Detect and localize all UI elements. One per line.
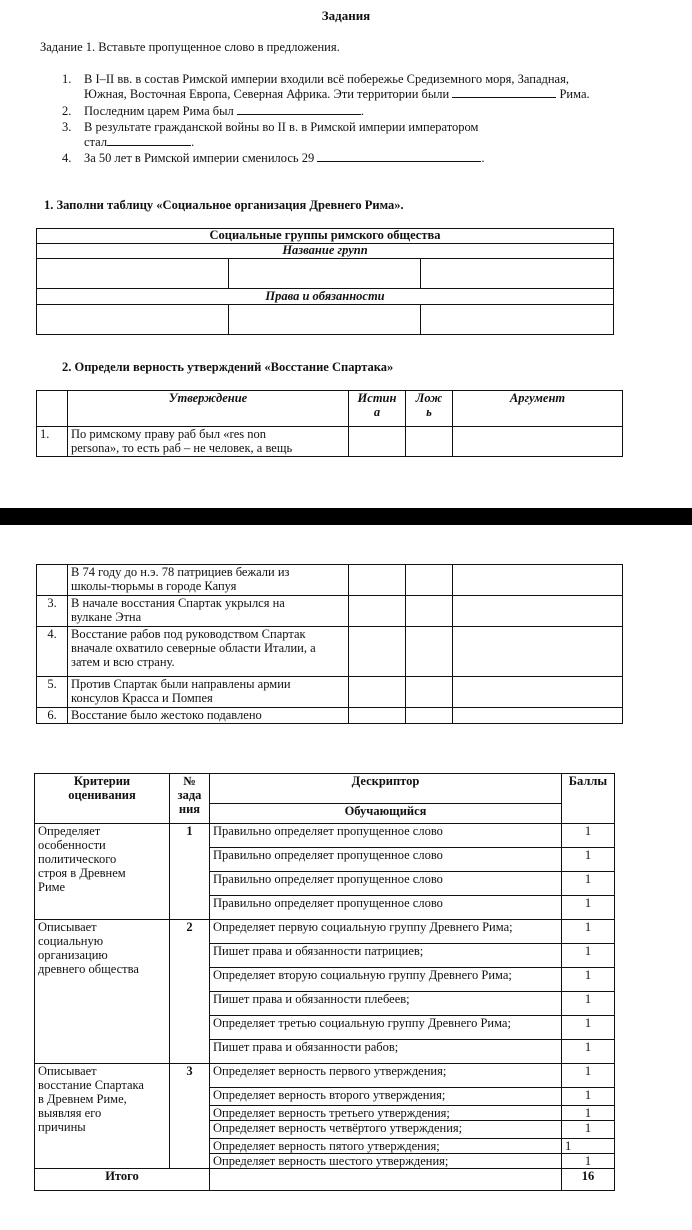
q1-line1: В I–II вв. в состав Римской империи входили всё побережье Средиземного моря, Западная,	[84, 72, 569, 86]
table-row	[37, 565, 623, 596]
total-row	[35, 1169, 615, 1191]
total-empty	[210, 1169, 562, 1191]
task2-heading: 1. Заполни таблицу «Социальное организация Древнего Рима».	[44, 198, 404, 212]
row-number	[37, 565, 68, 596]
descriptor: Определяет верность второго утверждения;	[210, 1088, 562, 1106]
descriptor: Правильно определяет пропущенное слово	[210, 848, 562, 872]
social-groups-header: Социальные группы римского общества	[37, 229, 614, 244]
total-points: 16	[562, 1169, 615, 1191]
criteria-header	[35, 774, 170, 824]
points: 1	[562, 1064, 615, 1088]
table-row	[37, 677, 623, 708]
criteria-header-2: оценивания	[68, 788, 136, 802]
argument-cell[interactable]	[453, 427, 623, 457]
q3-blank[interactable]	[107, 135, 191, 146]
argument-cell[interactable]	[453, 596, 623, 627]
row-text-1: В 74 году до н.э. 78 патрициев бежали из	[71, 565, 290, 579]
criterion-line: особенности	[38, 838, 106, 852]
task3-heading: 2. Определи верность утверждений «Восстание Спартака»	[62, 360, 394, 374]
page-2	[0, 525, 692, 1230]
q4-end: .	[481, 151, 485, 165]
row-statement	[68, 627, 349, 677]
true-cell[interactable]	[349, 427, 406, 457]
criterion-line: Определяет	[38, 824, 101, 838]
descriptor: Пишет права и обязанности рабов;	[210, 1040, 562, 1064]
group-name-cell-2[interactable]	[229, 259, 421, 289]
task-num-header-3: ния	[178, 802, 201, 816]
task-number-3: 3	[170, 1064, 210, 1169]
spartacus-table-top	[36, 390, 623, 457]
row-text-2: школы-тюрьмы в городе Капуя	[71, 579, 237, 593]
points: 1	[562, 872, 615, 896]
points: 1	[562, 920, 615, 944]
true-cell[interactable]	[349, 596, 406, 627]
q4-number: 4.	[62, 151, 72, 165]
row-text-3: затем и всю страну.	[71, 655, 175, 669]
criterion-line: Описывает	[38, 920, 97, 934]
row-statement	[68, 677, 349, 708]
true-header-b: а	[373, 405, 381, 419]
row-statement	[68, 565, 349, 596]
q3-text: стал	[84, 135, 108, 149]
rights-cell-1[interactable]	[37, 305, 229, 335]
criterion-line: строя в Древнем	[38, 866, 126, 880]
row-text-2: вначале охватило северные области Италии, а	[71, 641, 316, 655]
q4-blank[interactable]	[317, 151, 481, 162]
descriptor: Определяет верность третьего утверждения;	[210, 1106, 562, 1121]
criterion-line: организацию	[38, 948, 108, 962]
points: 1	[562, 824, 615, 848]
row-text-1: В начале восстания Спартак укрылся на	[71, 596, 285, 610]
descriptor: Определяет третью социальную группу Древнего Рима;	[210, 1016, 562, 1040]
criterion-line: в Древнем Риме,	[38, 1092, 127, 1106]
criterion-line: социальную	[38, 934, 104, 948]
criterion-line: причины	[38, 1120, 86, 1134]
points: 1	[562, 1121, 615, 1139]
row-number: 5.	[37, 677, 68, 708]
table-row	[37, 427, 623, 457]
points: 1	[562, 992, 615, 1016]
points: 1	[562, 848, 615, 872]
criterion-1	[35, 824, 170, 920]
argument-cell[interactable]	[453, 677, 623, 708]
q2-text: Последним царем Рима был	[84, 104, 234, 118]
rights-cell-3[interactable]	[421, 305, 614, 335]
false-cell[interactable]	[406, 627, 453, 677]
spartacus-table-continued	[36, 564, 623, 724]
rights-cell-2[interactable]	[229, 305, 421, 335]
points: 1	[562, 896, 615, 920]
row-statement	[68, 427, 349, 457]
q1-tail: Рима.	[559, 87, 590, 101]
row-statement: Восстание было жестоко подавлено	[68, 708, 349, 724]
row-text-1: Восстание рабов под руководством Спартак	[71, 627, 306, 641]
row-text-2: консулов Красса и Помпея	[71, 691, 213, 705]
points: 1	[562, 944, 615, 968]
true-cell[interactable]	[349, 677, 406, 708]
task1-intro: Задание 1. Вставьте пропущенное слово в предложения.	[40, 40, 340, 54]
row-text-2: persona», то есть раб – не человек, а вещь	[71, 441, 293, 455]
page-1	[0, 0, 692, 508]
row-text-1: Против Спартак были направлены армии	[71, 677, 291, 691]
row-text-1: По римскому праву раб был «res non	[71, 427, 266, 441]
row-number: 1.	[37, 427, 68, 457]
true-cell[interactable]	[349, 708, 406, 724]
criteria-table	[34, 773, 615, 1191]
task-number-1: 1	[170, 824, 210, 920]
q2-end: .	[360, 104, 364, 118]
descriptor: Пишет права и обязанности плебеев;	[210, 992, 562, 1016]
descriptor: Определяет первую социальную группу Древнего Рима;	[210, 920, 562, 944]
q1-blank[interactable]	[452, 87, 556, 98]
q3-number: 3.	[62, 120, 72, 134]
total-label: Итого	[35, 1169, 210, 1191]
num-header	[37, 391, 68, 427]
statement-header: Утверждение	[68, 391, 349, 427]
table-row	[37, 596, 623, 627]
false-cell[interactable]	[406, 565, 453, 596]
criterion-3	[35, 1064, 170, 1169]
false-header-a: Лож	[415, 391, 443, 405]
descriptor: Определяет вторую социальную группу Древнего Рима;	[210, 968, 562, 992]
points-header: Баллы	[562, 774, 615, 824]
q3-line1: В результате гражданской войны во II в. в Римской империи императором	[84, 120, 479, 134]
page-title: Задания	[321, 8, 371, 23]
argument-header: Аргумент	[453, 391, 623, 427]
points: 1	[562, 1154, 615, 1169]
false-header-b: ь	[426, 405, 432, 419]
true-cell[interactable]	[349, 565, 406, 596]
descriptor: Определяет верность пятого утверждения;	[210, 1139, 562, 1154]
task-num-header-2: зада	[177, 788, 202, 802]
q2-number: 2.	[62, 104, 72, 118]
table-row	[37, 708, 623, 724]
criterion-line: древнего общества	[38, 962, 139, 976]
false-cell[interactable]	[406, 427, 453, 457]
true-header-a: Истин	[357, 391, 397, 405]
criterion-line: выявляя его	[38, 1106, 102, 1120]
rights-header: Права и обязанности	[37, 289, 614, 305]
q1-text: Южная, Восточная Европа, Северная Африка. Эти территории были	[84, 87, 450, 101]
criteria-row	[35, 920, 615, 944]
descriptor-header: Дескриптор	[210, 774, 562, 804]
q3-end: .	[191, 135, 195, 149]
points: 1	[562, 968, 615, 992]
criteria-row	[35, 1064, 615, 1088]
criterion-line: Описывает	[38, 1064, 97, 1078]
q1-line2	[84, 87, 590, 101]
student-header: Обучающийся	[210, 804, 562, 824]
points: 1	[562, 1040, 615, 1064]
row-statement	[68, 596, 349, 627]
points: 1	[562, 1016, 615, 1040]
points: 1	[562, 1139, 615, 1154]
criterion-line: Риме	[38, 880, 66, 894]
table-row	[37, 627, 623, 677]
descriptor: Пишет права и обязанности патрициев;	[210, 944, 562, 968]
points: 1	[562, 1106, 615, 1121]
argument-cell[interactable]	[453, 627, 623, 677]
descriptor: Определяет верность четвёртого утверждения;	[210, 1121, 562, 1139]
task-num-header-1: №	[183, 774, 196, 788]
true-cell[interactable]	[349, 627, 406, 677]
row-number: 3.	[37, 596, 68, 627]
page-separator	[0, 508, 692, 525]
descriptor: Правильно определяет пропущенное слово	[210, 896, 562, 920]
criteria-row	[35, 824, 615, 848]
q4-text: За 50 лет в Римской империи сменилось 29	[84, 151, 315, 165]
row-number: 6.	[37, 708, 68, 724]
descriptor: Определяет верность первого утверждения;	[210, 1064, 562, 1088]
task-num-header	[170, 774, 210, 824]
criteria-header-1: Критерии	[73, 774, 131, 788]
q1-number: 1.	[62, 72, 72, 86]
q4-line	[84, 151, 484, 165]
group-name-cell-3[interactable]	[421, 259, 614, 289]
descriptor: Правильно определяет пропущенное слово	[210, 872, 562, 896]
social-table	[36, 228, 614, 335]
false-cell[interactable]	[406, 677, 453, 708]
group-names-header: Название групп	[37, 244, 614, 259]
criterion-line: политического	[38, 852, 117, 866]
false-cell[interactable]	[406, 708, 453, 724]
points: 1	[562, 1088, 615, 1106]
false-header	[406, 391, 453, 427]
criterion-line: восстание Спартака	[38, 1078, 144, 1092]
row-number: 4.	[37, 627, 68, 677]
criterion-2	[35, 920, 170, 1064]
row-text-2: вулкане Этна	[71, 610, 142, 624]
q3-line2	[84, 135, 194, 149]
q2-blank[interactable]	[237, 104, 361, 115]
descriptor: Определяет верность шестого утверждения;	[210, 1154, 562, 1169]
task-number-2: 2	[170, 920, 210, 1064]
descriptor: Правильно определяет пропущенное слово	[210, 824, 562, 848]
q2-line	[84, 104, 364, 118]
group-name-cell-1[interactable]	[37, 259, 229, 289]
argument-cell[interactable]	[453, 565, 623, 596]
true-header	[349, 391, 406, 427]
false-cell[interactable]	[406, 596, 453, 627]
argument-cell[interactable]	[453, 708, 623, 724]
